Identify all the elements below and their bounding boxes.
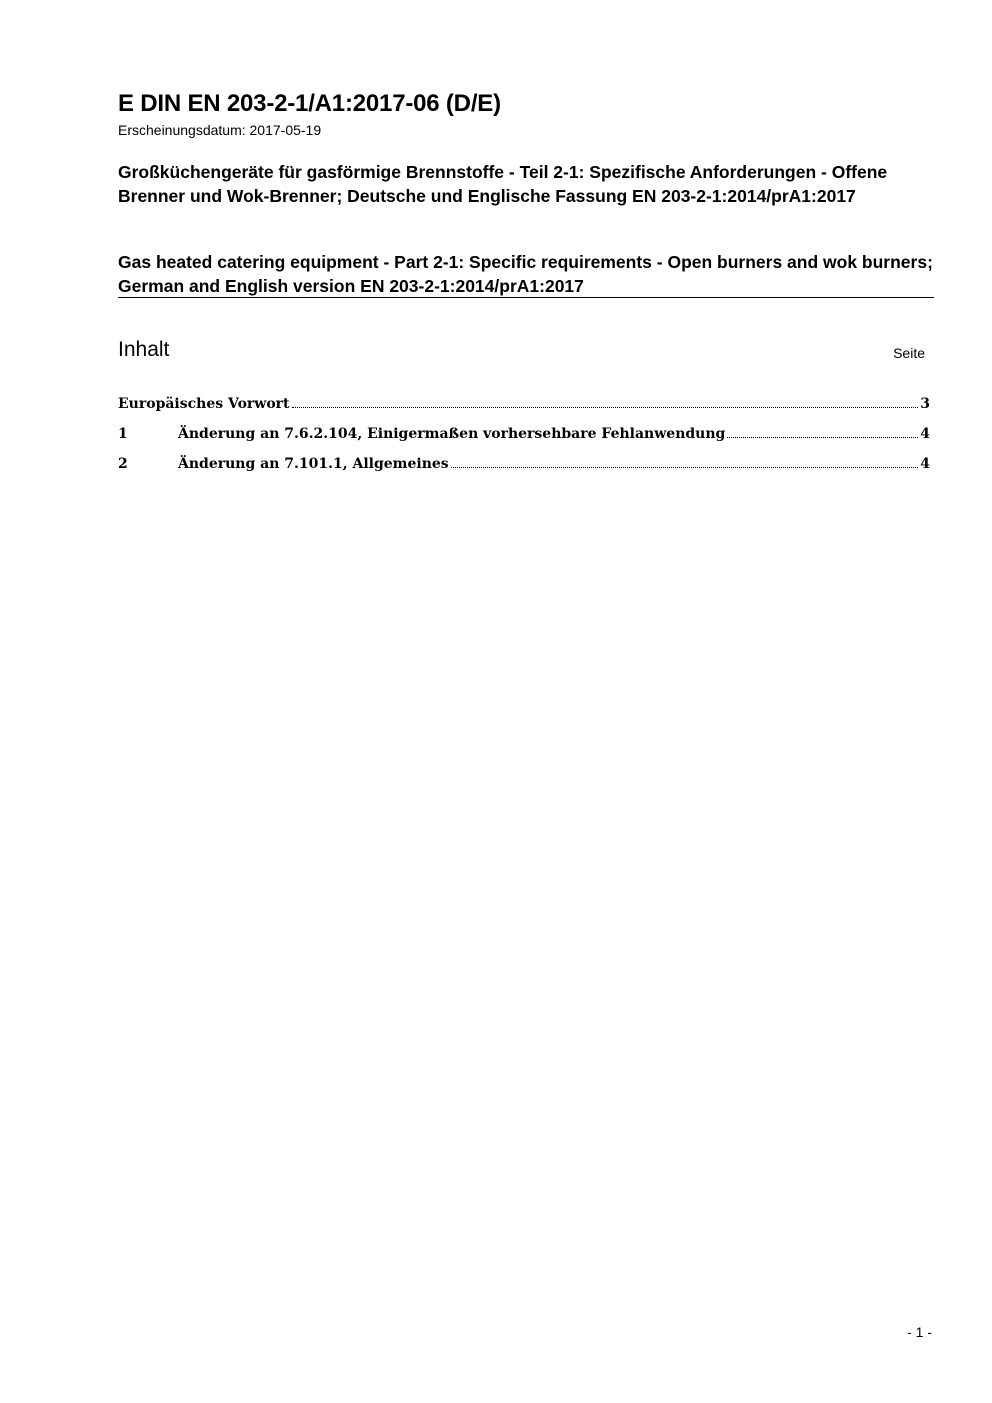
toc-entry-page[interactable]: 4: [920, 456, 930, 472]
title-german: Großküchengeräte für gasförmige Brennstoffe - Teil 2-1: Spezifische Anforderungen - Offene Brenner und Wok-Brenner; Deutsche und Englische Fassung EN 203-2-1:2014/prA1:2017: [118, 162, 888, 206]
title-divider: [118, 297, 934, 298]
publication-date: Erscheinungsdatum: 2017-05-19: [118, 122, 322, 138]
page-number: - 1 -: [907, 1324, 932, 1340]
toc-page-label: Seite: [893, 345, 925, 361]
toc-entry-number: 1: [118, 426, 128, 442]
title-english: Gas heated catering equipment - Part 2-1: Specific requirements - Open burners and wok burners; German and English version EN 203-2-1:2014/prA1:2017: [118, 252, 933, 296]
toc-entry-text[interactable]: Änderung an 7.101.1, Allgemeines: [178, 456, 449, 472]
toc-entry-text[interactable]: Europäisches Vorwort: [118, 396, 290, 412]
toc-entry-1[interactable]: [118, 424, 930, 444]
toc-leader-dots: [451, 466, 919, 468]
toc-leader-dots: [292, 406, 919, 408]
toc-leader-dots: [727, 436, 918, 438]
toc-entry-foreword[interactable]: [118, 394, 930, 414]
table-of-contents: [118, 394, 930, 484]
toc-entry-number: 2: [118, 456, 128, 472]
toc-heading: Inhalt: [118, 338, 170, 361]
toc-entry-2[interactable]: [118, 454, 930, 474]
document-title: E DIN EN 203-2-1/A1:2017-06 (D/E): [118, 90, 501, 117]
toc-entry-page[interactable]: 4: [920, 426, 930, 442]
toc-entry-page[interactable]: 3: [920, 396, 930, 412]
toc-entry-text[interactable]: Änderung an 7.6.2.104, Einigermaßen vorhersehbare Fehlanwendung: [178, 426, 726, 442]
